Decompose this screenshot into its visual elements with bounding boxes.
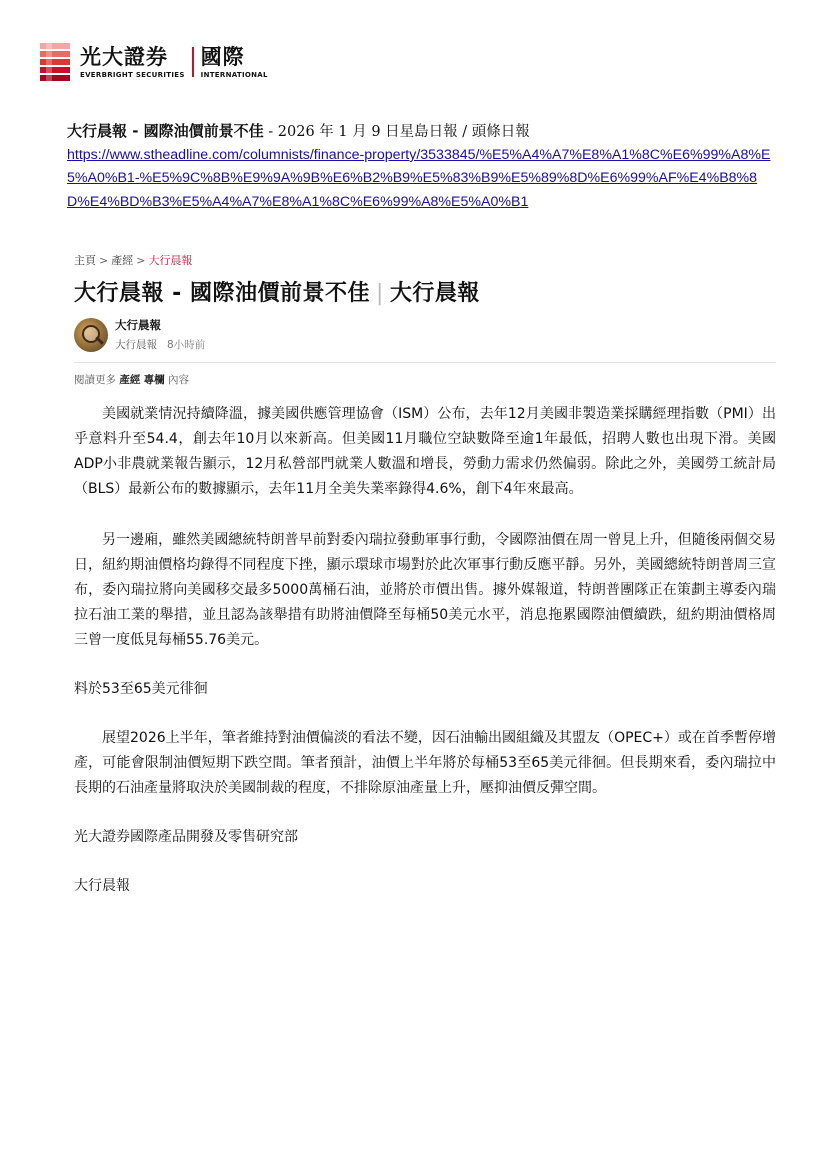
article-title-suffix: 大行晨報 [389, 281, 480, 306]
author-block [74, 317, 776, 352]
article-title-text: 大行晨報 - 國際油價前景不佳 [74, 281, 370, 306]
article-clipping [74, 252, 776, 387]
breadcrumb-separator: > [136, 254, 146, 267]
source-url-link[interactable]: https://www.stheadline.com/columnists/finance-property/3533845/%E5%A4%A7%E8%A1%8C%E6%99%A8%E5%A0%B1-%E5%9C%8B%E9%9A%9B%E6%B2%B9%E5%83%B9%E5%89%8D%E6%99%AF%E4%B8%8D%E4%BD%B3%E5%A4%A7%E8%A1%8C%E6%99%A8%E5%A0%B1 [67, 147, 771, 210]
document-header [67, 120, 777, 214]
breadcrumb-finance[interactable]: 產經 [111, 254, 134, 267]
read-more [74, 372, 776, 387]
logo-english-suffix: INTERNATIONAL [200, 71, 268, 79]
divider [74, 362, 776, 363]
article-body [74, 402, 776, 899]
read-more-prefix: 閱讀更多 [74, 374, 116, 386]
signature-department: 光大證券國際產品開發及零售研究部 [74, 829, 298, 845]
author-column: 大行晨報 [115, 339, 157, 351]
signature-column: 大行晨報 [74, 878, 130, 894]
read-more-suffix: 內容 [168, 374, 190, 386]
article-title [74, 276, 776, 307]
read-more-tag-column[interactable]: 專欄 [143, 374, 165, 386]
publish-time: 8小時前 [167, 339, 206, 351]
paragraph-3: 展望2026上半年，筆者維持對油價偏淡的看法不變，因石油輸出國組織及其盟友（OPEC+）或在首季暫停增產，可能會限制油價短期下跌空間。筆者預計，油價上半年將於每桶53至65美元徘徊。但長期來看，委內瑞拉中長期的石油產量將取決於美國制裁的程度，不排除原油產量上升，壓抑油價反彈空間。 [74, 730, 776, 796]
header-source: - 2026 年 1 月 9 日星島日報 / 頭條日報 [263, 124, 530, 140]
logo-divider [192, 47, 194, 77]
breadcrumb-home[interactable]: 主頁 [74, 254, 96, 267]
breadcrumb-separator: > [99, 254, 109, 267]
logo-english-name: EVERBRIGHT SECURITIES [80, 71, 185, 79]
logo-chinese-suffix: 國際 [200, 45, 245, 69]
company-logo [38, 40, 268, 84]
breadcrumb [74, 252, 776, 268]
paragraph-2: 另一邊廂，雖然美國總統特朗普早前對委內瑞拉發動軍事行動，令國際油價在周一曾見上升，但隨後兩個交易日，紐約期油價格均錄得不同程度下挫，顯示環球市場對於此次軍事行動反應平靜。另外，美國總統特朗普周三宣布，委內瑞拉將向美國移交最多5000萬桶石油，並將於市價出售。據外媒報道，特朗普團隊正在策劃主導委內瑞拉石油工業的舉措，並且認為該舉措有助將油價降至每桶50美元水平，消息拖累國際油價續跌，紐約期油價格周三曾一度低見每桶55.76美元。 [74, 532, 776, 648]
breadcrumb-current[interactable]: 大行晨報 [148, 254, 193, 267]
author-name[interactable]: 大行晨報 [115, 318, 161, 332]
title-divider: | [375, 281, 384, 306]
paragraph-1: 美國就業情況持續降溫，據美國供應管理協會（ISM）公布，去年12月美國非製造業採購經理指數（PMI）出乎意料升至54.4，創去年10月以來新高。但美國11月職位空缺數降至逾1年最低，招聘人數也出現下滑。美國ADP小非農就業報告顯示，12月私營部門就業人數溫和增長，勞動力需求仍然偏弱。除此之外，美國勞工統計局（BLS）最新公布的數據顯示，去年11月全美失業率錄得4.6%，創下4年來最高。 [74, 406, 776, 497]
avatar[interactable] [74, 318, 108, 352]
read-more-tag-finance[interactable]: 產經 [119, 374, 141, 386]
everbright-logo-icon [38, 41, 72, 83]
subheading: 料於53至65美元徘徊 [74, 681, 208, 697]
logo-chinese-name: 光大證券 [80, 45, 168, 69]
header-title: 大行晨報 - 國際油價前景不佳 [67, 122, 264, 140]
